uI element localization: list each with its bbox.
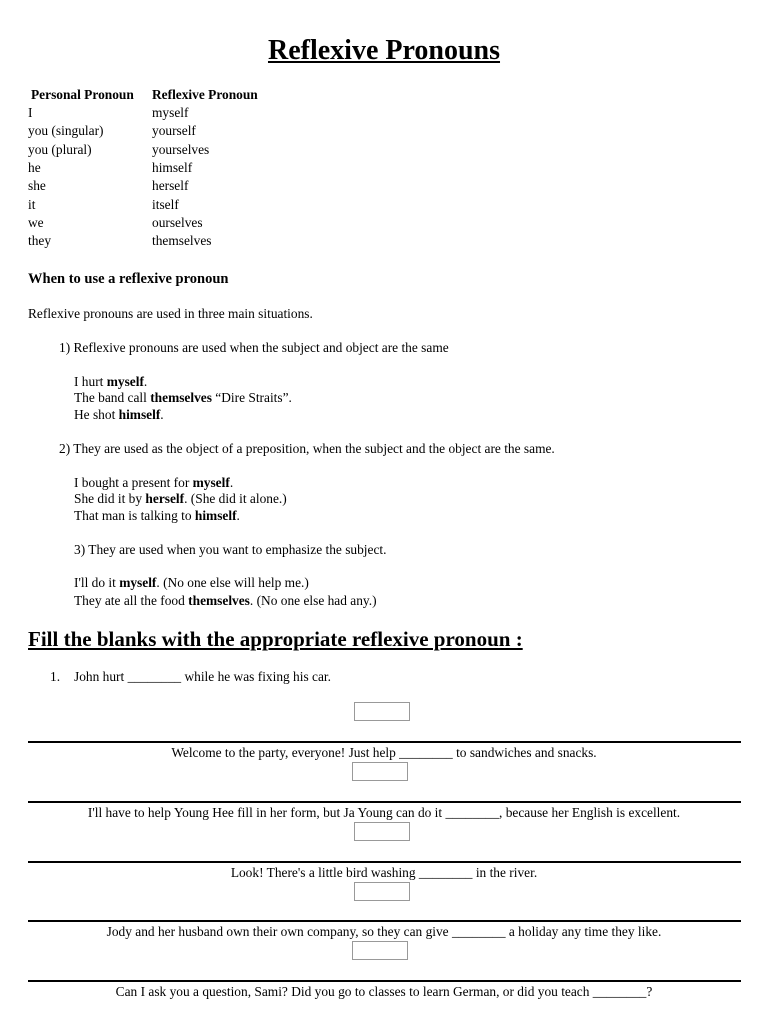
table-row (28, 214, 258, 232)
reflexive-cell: ourselves (152, 214, 203, 230)
example-line: She did it by herself. (She did it alone.) (74, 491, 287, 506)
personal-cell: we (28, 214, 44, 230)
personal-cell: I (28, 105, 33, 121)
pronoun-table (28, 86, 258, 250)
table-header-personal: Personal Pronoun (31, 87, 134, 102)
divider-line (28, 741, 741, 743)
rule-3: 3) They are used when you want to emphasize the subject. (74, 542, 387, 557)
usage-intro: Reflexive pronouns are used in three main situations. (28, 306, 313, 321)
divider-line (28, 920, 741, 922)
personal-cell: they (28, 233, 52, 249)
answer-box[interactable] (352, 941, 408, 960)
question-text: Look! There's a little bird washing ________ in the river. (230, 865, 538, 880)
question-text: I'll have to help Young Hee fill in her form, but Ja Young can do it ________, because her English is excellent. (87, 805, 681, 820)
reflexive-cell: yourself (152, 123, 196, 139)
example-line: I hurt myself. (74, 374, 148, 389)
example-line: I bought a present for myself. (74, 475, 234, 490)
personal-cell: you (singular) (28, 123, 104, 139)
divider-line (28, 980, 741, 982)
personal-cell: she (28, 178, 46, 194)
table-header-reflexive: Reflexive Pronoun (152, 87, 258, 102)
personal-cell: it (28, 196, 36, 212)
question-text: John hurt ________ while he was fixing his car. (74, 669, 331, 684)
table-row (28, 177, 258, 195)
answer-box[interactable] (354, 822, 410, 841)
example-line: That man is talking to himself. (74, 508, 240, 523)
reflexive-cell: herself (152, 178, 189, 194)
personal-cell: you (plural) (28, 141, 92, 157)
reflexive-cell: themselves (152, 233, 212, 249)
reflexive-cell: yourselves (152, 141, 210, 157)
reflexive-cell: myself (152, 105, 189, 121)
reflexive-cell: itself (152, 196, 179, 212)
example-line: They ate all the food themselves. (No one else had any.) (74, 593, 377, 608)
divider-line (28, 861, 741, 863)
example-line: I'll do it myself. (No one else will help me.) (74, 575, 309, 590)
personal-cell: he (28, 160, 41, 176)
table-row (28, 195, 258, 213)
question-1 (50, 668, 331, 686)
rule-2: 2) They are used as the object of a preposition, when the subject and the object are the same. (59, 441, 555, 456)
divider-line (28, 801, 741, 803)
table-row (28, 159, 258, 177)
question-text: Can I ask you a question, Sami? Did you go to classes to learn German, or did you teach ________? (115, 984, 653, 999)
example-line: He shot himself. (74, 407, 164, 422)
exercise-heading: Fill the blanks with the appropriate reflexive pronoun : (28, 627, 523, 651)
question-number: 1. (50, 669, 61, 684)
question-text: Jody and her husband own their own company, so they can give ________ a holiday any time they like. (106, 924, 662, 939)
reflexive-cell: himself (152, 160, 193, 176)
question-text: Welcome to the party, everyone! Just help ________ to sandwiches and snacks. (171, 745, 597, 760)
table-row (28, 122, 258, 140)
table-row (28, 232, 258, 250)
answer-box[interactable] (354, 882, 410, 901)
usage-heading: When to use a reflexive pronoun (28, 271, 229, 287)
answer-box[interactable] (352, 762, 408, 781)
example-line: The band call themselves “Dire Straits”. (74, 390, 292, 405)
table-row (28, 141, 258, 159)
table-row (28, 104, 258, 122)
answer-box[interactable] (354, 702, 410, 721)
page-title: Reflexive Pronouns (267, 35, 501, 66)
rule-1: 1) Reflexive pronouns are used when the subject and object are the same (59, 340, 449, 355)
